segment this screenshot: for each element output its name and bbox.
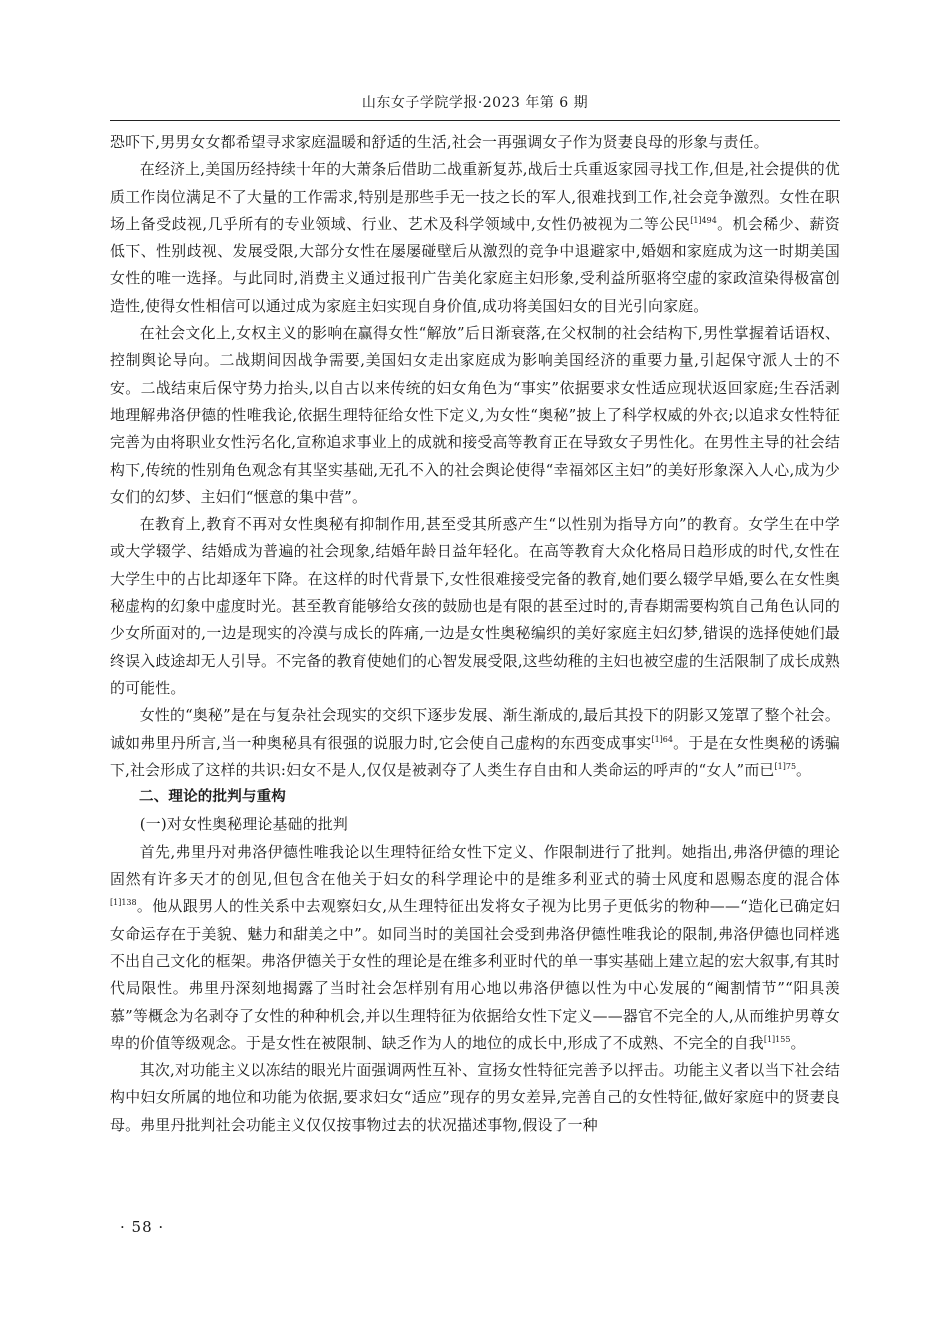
paragraph-freud-critique	[110, 839, 840, 1057]
paragraph-text: 在经济上,美国历经持续十年的大萧条后借助二战重新复苏,战后士兵重返家园寻找工作,但是,社会提供的优质工作岗位满足不了大量的工作需求,特别是那些手无一技之长的军人,很难找到工作,社会竞争激烈。女性在职场上备受歧视,几乎所有的专业领域、行业、艺术及科学领域中,女性仍被视为二等公民	[110, 160, 840, 233]
citation-ref: [1]138	[110, 898, 137, 908]
subsection-heading: (一)对女性奥秘理论基础的批判	[139, 815, 348, 834]
citation-ref: [1]75	[774, 761, 797, 771]
section-heading: 二、理论的批判与重构	[139, 789, 286, 806]
citation-ref: [1]64	[651, 734, 673, 744]
paragraph-text: 女性的“奥秘”是在与复杂社会现实的交织下逐步发展、渐生渐成的,最后其投下的阴影又笼罩了整个社会。诚如弗里丹所言,当一种奥秘具有很强的说服力时,它会使自己虚构的东西变成事实	[110, 706, 840, 752]
running-head: 山东女子学院学报·2023 年第 6 期	[361, 95, 589, 111]
paragraph-culture: 在社会文化上,女权主义的影响在赢得女性“解放”后日渐衰落,在父权制的社会结构下,男性掌握着话语权、控制舆论导向。二战期间因战争需要,美国妇女走出家庭成为影响美国经济的重要力量,引起保守派人士的不安。二战结束后保守势力抬头,以自古以来传统的妇女角色为“事实”依据要求女性适应现状返回家庭;生吞活剥地理解弗洛伊德的性唯我论,依据生理特征给女性下定义,为女性“奥秘”披上了科学权威的外衣;以追求女性特征完善为由将职业女性污名化,宣称追求事业上的成就和接受高等教育正在导致女子男性化。在男性主导的社会结构下,传统的性别角色观念有其坚实基础,无孔不入的社会舆论使得“幸福郊区主妇”的美好形象深入人心,成为少女们的幻梦、主妇们“惬意的集中营”。	[110, 324, 840, 506]
paragraph-text: 。于是在女性奥秘的诱骗下,社会形成了这样的共识:妇女不是人,仅仅是被剥夺了人类生存自由和人类命运的呼声的“女人”而已	[110, 733, 840, 779]
paragraph-text: 。他从跟男人的性关系中去观察妇女,从生理特征出发将女子视为比男子更低劣的物种——“造化已确定妇女命运存在于美貌、魅力和甜美之中”。如同当时的美国社会受到弗洛伊德性唯我论的限制,弗洛伊德也同样逃不出自己文化的框架。弗洛伊德关于女性的理论是在维多利亚时代的单一事实基础上建立起的宏大叙事,有其时代局限性。弗里丹深刻地揭露了当时社会怎样别有用心地以弗洛伊德以性为中心发展的“阉割情节”“阳具羡慕”等概念为名剥夺了女性的种种机会,并以生理特征为依据给女性下定义——器官不完全的人,从而维护男尊女卑的价值等级观念。于是女性在被限制、缺乏作为人的地位的成长中,形成了不成熟、不完全的自我	[110, 897, 840, 1052]
page-number: · 58 ·	[120, 1218, 165, 1236]
article-body	[110, 129, 840, 1139]
header-rule	[110, 120, 840, 121]
paragraph-text: 首先,弗里丹对弗洛伊德性唯我论以生理特征给女性下定义、作限制进行了批判。她指出,弗洛伊德的理论固然有许多天才的创见,但包含在他关于妇女的科学理论中的是维多利亚式的骑士风度和恩赐态度的混合体	[110, 842, 840, 889]
paragraph-functionalism: 其次,对功能主义以冻结的眼光片面强调两性互补、宣扬女性特征完善予以抨击。功能主义者以当下社会结构中妇女所属的地位和功能为依据,要求妇女“适应”现存的男女差异,完善自己的女性特征,做好家庭中的贤妻良母。弗里丹批判社会功能主义仅仅按事物过去的状况描述事物,假设了一种	[110, 1061, 840, 1134]
paragraph-economy	[110, 156, 840, 320]
paragraph-text: 。机会稀少、薪资低下、性别歧视、发展受限,大部分女性在屡屡碰壁后从激烈的竞争中退避家中,婚姻和家庭成为这一时期美国女性的唯一选择。与此同时,消费主义通过报刊广告美化家庭主妇形象,受利益所驱将空虚的家政渲染得极富创造性,使得女性相信可以通过成为家庭主妇实现自身价值,成功将美国妇女的目光引向家庭。	[110, 214, 840, 315]
paragraph-continuation: 恐吓下,男男女女都希望寻求家庭温暖和舒适的生活,社会一再强调女子作为贤妻良母的形象与责任。	[110, 133, 769, 151]
paragraph-text: 。	[796, 760, 812, 779]
paragraph-text: 。	[790, 1033, 806, 1052]
paragraph-mystique	[110, 702, 840, 784]
citation-ref: [1]494	[690, 215, 717, 225]
paragraph-education: 在教育上,教育不再对女性奥秘有抑制作用,甚至受其所惑产生“以性别为指导方向”的教育。女学生在中学或大学辍学、结婚成为普遍的社会现象,结婚年龄日益年轻化。在高等教育大众化格局日趋形成的时代,女性在大学生中的占比却逐年下降。在这样的时代背景下,女性很难接受完备的教育,她们要么辍学早婚,要么在女性奥秘虚构的幻象中虚度时光。甚至教育能够给女孩的鼓励也是有限的甚至过时的,青春期需要构筑自己角色认同的少女所面对的,一边是现实的冷漠与成长的阵痛,一边是女性奥秘编织的美好家庭主妇幻梦,错误的选择使她们最终误入歧途却无人引导。不完备的教育使她们的心智发展受限,这些幼稚的主妇也被空虚的生活限制了成长成熟的可能性。	[110, 515, 840, 697]
citation-ref: [1]155	[763, 1034, 791, 1044]
